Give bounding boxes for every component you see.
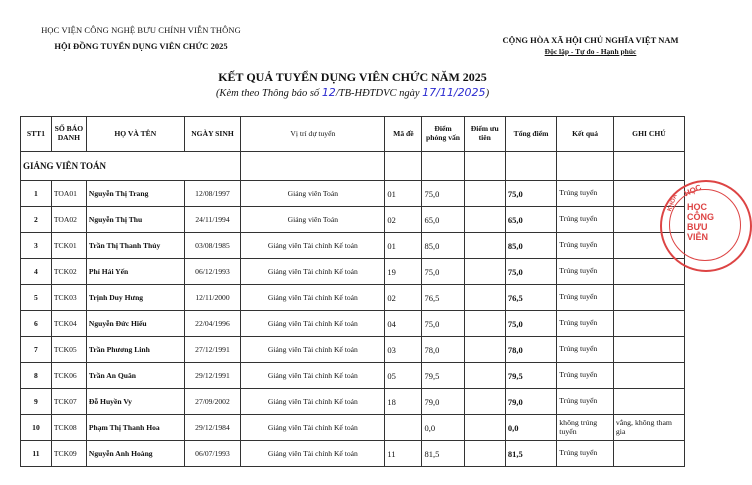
cell-result: Trúng tuyển [557, 285, 614, 311]
cell-priority [464, 181, 505, 207]
section-row [21, 152, 685, 181]
table-row [21, 311, 685, 337]
cell-position: Giảng viên Tài chính Kế toán [241, 441, 385, 467]
header-dob: NGÀY SINH [184, 117, 241, 152]
cell-name: Nguyễn Đức Hiếu [86, 311, 184, 337]
cell-dob: 29/12/1991 [184, 363, 241, 389]
cell-dob: 27/09/2002 [184, 389, 241, 415]
cell-position: Giảng viên Tài chính Kế toán [241, 311, 385, 337]
cell-priority [464, 337, 505, 363]
cell-priority [464, 363, 505, 389]
cell-total: 65,0 [505, 207, 556, 233]
table-row [21, 441, 685, 467]
cell-note [613, 363, 684, 389]
cell-total: 81,5 [505, 441, 556, 467]
cell-stt: 3 [21, 233, 52, 259]
cell-position: Giảng viên Toán [241, 181, 385, 207]
cell-name: Nguyễn Thị Trang [86, 181, 184, 207]
cell-dob: 12/08/1997 [184, 181, 241, 207]
cell-interview: 75,0 [422, 181, 464, 207]
cell-code: 18 [385, 389, 422, 415]
cell-sbd: TCK03 [51, 285, 86, 311]
header-left [36, 25, 246, 51]
header-position: Vị trí dự tuyển [241, 117, 385, 152]
cell-position: Giảng viên Tài chính Kế toán [241, 233, 385, 259]
cell-name: Trịnh Duy Hưng [86, 285, 184, 311]
table-row [21, 337, 685, 363]
cell-name: Trần Phương Linh [86, 337, 184, 363]
table-row [21, 259, 685, 285]
cell-dob: 06/07/1993 [184, 441, 241, 467]
cell-total: 75,0 [505, 259, 556, 285]
header-right [478, 35, 703, 56]
cell-code [385, 415, 422, 441]
cell-priority [464, 233, 505, 259]
cell-position: Giảng viên Tài chính Kế toán [241, 415, 385, 441]
cell-note [613, 441, 684, 467]
cell-stt: 4 [21, 259, 52, 285]
cell-note [613, 285, 684, 311]
cell-name: Phí Hải Yến [86, 259, 184, 285]
cell-note [613, 259, 684, 285]
cell-dob: 29/12/1984 [184, 415, 241, 441]
cell-stt: 5 [21, 285, 52, 311]
cell-note: vắng, không tham gia [613, 415, 684, 441]
cell-code: 01 [385, 233, 422, 259]
cell-result: Trúng tuyển [557, 233, 614, 259]
cell-sbd: TOA01 [51, 181, 86, 207]
cell-dob: 12/11/2000 [184, 285, 241, 311]
table-row [21, 389, 685, 415]
header-note: GHI CHÚ [613, 117, 684, 152]
table-row [21, 207, 685, 233]
cell-stt: 9 [21, 389, 52, 415]
cell-sbd: TCK09 [51, 441, 86, 467]
cell-name: Nguyễn Anh Hoàng [86, 441, 184, 467]
cell-interview: 75,0 [422, 259, 464, 285]
cell-code: 01 [385, 181, 422, 207]
cell-code: 02 [385, 207, 422, 233]
cell-interview: 0,0 [422, 415, 464, 441]
cell-sbd: TCK07 [51, 389, 86, 415]
notice-number: 12 [321, 86, 336, 99]
council-name: HỘI ĐỒNG TUYỂN DỤNG VIÊN CHỨC 2025 [54, 41, 228, 51]
cell-interview: 85,0 [422, 233, 464, 259]
cell-priority [464, 259, 505, 285]
cell-position: Giảng viên Tài chính Kế toán [241, 337, 385, 363]
cell-result: Trúng tuyển [557, 207, 614, 233]
cell-result: Trúng tuyển [557, 389, 614, 415]
cell-result: Trúng tuyển [557, 259, 614, 285]
cell-stt: 7 [21, 337, 52, 363]
cell-dob: 03/08/1985 [184, 233, 241, 259]
cell-position: Giảng viên Tài chính Kế toán [241, 285, 385, 311]
cell-sbd: TCK02 [51, 259, 86, 285]
cell-interview: 81,5 [422, 441, 464, 467]
cell-name: Phạm Thị Thanh Hoa [86, 415, 184, 441]
table-header-row [21, 117, 685, 152]
cell-code: 04 [385, 311, 422, 337]
cell-priority [464, 441, 505, 467]
cell-code: 05 [385, 363, 422, 389]
cell-stt: 1 [21, 181, 52, 207]
cell-total: 75,0 [505, 311, 556, 337]
cell-stt: 2 [21, 207, 52, 233]
results-table [20, 116, 685, 467]
cell-name: Trần Thị Thanh Thủy [86, 233, 184, 259]
motto: Độc lập - Tự do - Hạnh phúc [544, 47, 637, 56]
cell-result: Trúng tuyển [557, 311, 614, 337]
cell-sbd: TCK04 [51, 311, 86, 337]
cell-result: Trúng tuyển [557, 337, 614, 363]
cell-dob: 06/12/1993 [184, 259, 241, 285]
header-result: Kết quả [557, 117, 614, 152]
cell-name: Trần An Quân [86, 363, 184, 389]
cell-name: Nguyễn Thị Thu [86, 207, 184, 233]
cell-position: Giảng viên Tài chính Kế toán [241, 389, 385, 415]
cell-sbd: TCK01 [51, 233, 86, 259]
cell-stt: 11 [21, 441, 52, 467]
cell-interview: 78,0 [422, 337, 464, 363]
cell-stt: 10 [21, 415, 52, 441]
cell-total: 75,0 [505, 181, 556, 207]
table-row [21, 181, 685, 207]
org-name: HỌC VIỆN CÔNG NGHỆ BƯU CHÍNH VIỄN THÔNG [41, 25, 241, 35]
cell-interview: 65,0 [422, 207, 464, 233]
cell-interview: 75,0 [422, 311, 464, 337]
cell-result: không trúng tuyển [557, 415, 614, 441]
country-name: CỘNG HÒA XÃ HỘI CHỦ NGHĨA VIỆT NAM [502, 35, 679, 45]
header-priority: Điểm ưu tiên [464, 117, 505, 152]
cell-sbd: TOA02 [51, 207, 86, 233]
cell-total: 78,0 [505, 337, 556, 363]
cell-priority [464, 389, 505, 415]
header-code: Mã đề [385, 117, 422, 152]
table-row [21, 285, 685, 311]
official-seal: HỌC KHOA HỌC CÔNG BƯU VIỄN [660, 180, 752, 272]
cell-priority [464, 207, 505, 233]
cell-result: Trúng tuyển [557, 363, 614, 389]
cell-name: Đỗ Huyền Vy [86, 389, 184, 415]
subtitle-middle: /TB-HĐTDVC ngày [335, 88, 420, 99]
header-interview: Điểm phỏng vấn [422, 117, 464, 152]
subtitle-prefix: (Kèm theo Thông báo số [215, 88, 320, 99]
cell-dob: 22/04/1996 [184, 311, 241, 337]
cell-code: 19 [385, 259, 422, 285]
cell-sbd: TCK06 [51, 363, 86, 389]
cell-code: 02 [385, 285, 422, 311]
cell-note [613, 337, 684, 363]
header-stt: STT1 [21, 117, 52, 152]
cell-position: Giảng viên Tài chính Kế toán [241, 363, 385, 389]
notice-date: 17/11/2025 [422, 86, 486, 99]
cell-position: Giảng viên Toán [241, 207, 385, 233]
cell-result: Trúng tuyển [557, 441, 614, 467]
cell-code: 11 [385, 441, 422, 467]
table-row [21, 233, 685, 259]
cell-code: 03 [385, 337, 422, 363]
header-sbd: SỐ BÁO DANH [51, 117, 86, 152]
page-subtitle [0, 86, 705, 99]
cell-priority [464, 311, 505, 337]
cell-total: 85,0 [505, 233, 556, 259]
cell-interview: 76,5 [422, 285, 464, 311]
cell-sbd: TCK05 [51, 337, 86, 363]
cell-stt: 6 [21, 311, 52, 337]
section-title: GIẢNG VIÊN TOÁN [21, 152, 241, 181]
cell-interview: 79,5 [422, 363, 464, 389]
cell-total: 79,5 [505, 363, 556, 389]
subtitle-suffix: ) [485, 88, 490, 99]
cell-total: 79,0 [505, 389, 556, 415]
cell-priority [464, 285, 505, 311]
cell-total: 76,5 [505, 285, 556, 311]
cell-note [613, 311, 684, 337]
cell-note [613, 389, 684, 415]
cell-position: Giảng viên Tài chính Kế toán [241, 259, 385, 285]
cell-sbd: TCK08 [51, 415, 86, 441]
cell-interview: 79,0 [422, 389, 464, 415]
page-title: KẾT QUẢ TUYỂN DỤNG VIÊN CHỨC NĂM 2025 [218, 70, 487, 84]
table-row [21, 415, 685, 441]
header-total: Tổng điểm [505, 117, 556, 152]
cell-dob: 24/11/1994 [184, 207, 241, 233]
cell-dob: 27/12/1991 [184, 337, 241, 363]
cell-priority [464, 415, 505, 441]
cell-total: 0,0 [505, 415, 556, 441]
cell-stt: 8 [21, 363, 52, 389]
table-row [21, 363, 685, 389]
header-name: HỌ VÀ TÊN [86, 117, 184, 152]
cell-result: Trúng tuyển [557, 181, 614, 207]
